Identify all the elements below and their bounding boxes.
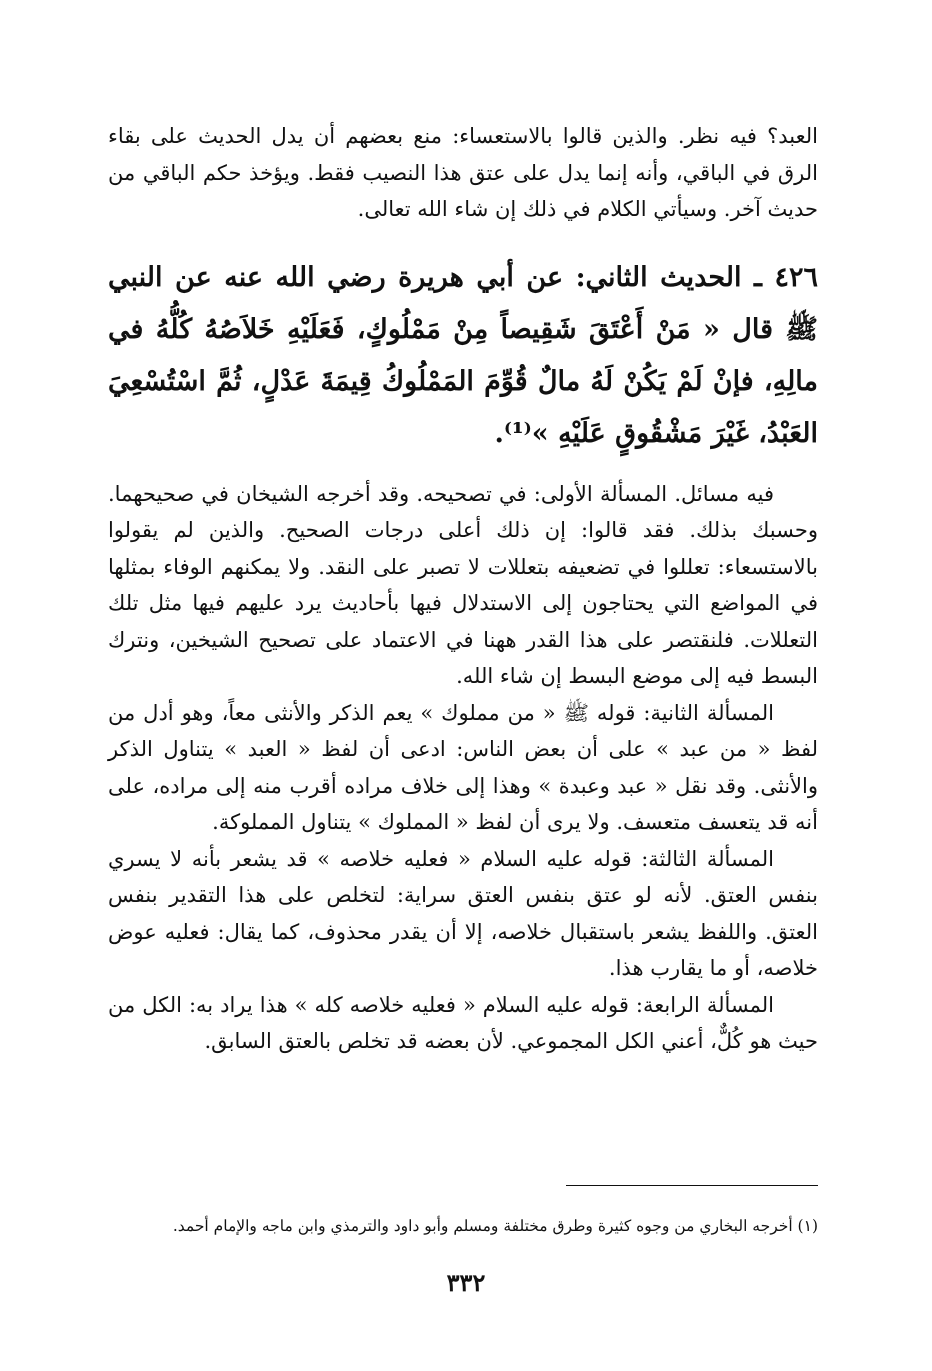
intro-paragraph: العبد؟ فيه نظر. والذين قالوا بالاستعساء: منع بعضهم أن يدل الحديث على بقاء الرق في الباقي، وأنه إنما يدل على عتق هذا النصيب فقط. ويؤخذ حكم الباقي من حديث آخر. وسيأتي الكلام في ذلك إن شاء الله تعالى. — [108, 124, 819, 221]
issue-4-paragraph: المسألة الرابعة: قوله عليه السلام « فعليه خلاصه كله » هذا يراد به: الكل من حيث هو كُلٌّ، أعني الكل المجموعي. لأن بعضه قد تخلص بالعتق السابق. — [108, 992, 818, 1053]
issue-3-paragraph: المسألة الثالثة: قوله عليه السلام « فعليه خلاصه » قد يشعر بأنه لا يسري بنفس العتق. لأنه لو عتق بنفس العتق سراية: لتخلص على هذا التقدير بنفس العتق. واللفظ يشعر باستقبال خلاصه، إلا أن يقدر محذوف، كما يقال: فعليه عوض خلاصه، أو ما يقارب هذا. — [108, 846, 818, 980]
footnote: (١) أخرجه البخاري من وجوه كثيرة وطرق مختلفة ومسلم وأبو داود والترمذي وابن ماجه والإمام أحمد. — [172, 1217, 818, 1235]
page-number: ٣٣٢ — [446, 1268, 486, 1297]
hadith-text: ٤٢٦ ـ الحديث الثاني: عن أبي هريرة رضي الله عنه عن النبي ﷺ قال « مَنْ أَعْتَقَ شَقِيصاً مِنْ مَمْلُوكٍ، فَعَلَيْهِ خَلاَصُهُ كُلُّهُ في مالِهِ، فإنْ لَمْ يَكُنْ لَهُ مالٌ قُوِّمَ المَمْلُوكُ قِيمَةَ عَدْلٍ، ثُمَّ اسْتُسْعِيَ العَبْدُ، غَيْرَ مَشْقُوقٍ عَلَيْهِ »⁽¹⁾. — [108, 261, 818, 449]
main-text — [108, 118, 818, 1060]
issue-1-paragraph: فيه مسائل. المسألة الأولى: في تصحيحه. وقد أخرجه الشيخان في صحيحهما. وحسبك بذلك. فقد قالوا: إن ذلك أعلى درجات الصحيح. والذين لم يقولوا بالاستسعاء: تعللوا في تضعيفه بتعللات لا تصبر على النقد. ولا يمكنهم الوفاء بمثلها في المواضع التي يحتاجون إلى الاستدلال فيها بأحاديث يرد عليهم فيها مثل تلك التعللات. فلنقتصر على هذا القدر ههنا في الاعتماد على تصحيح الشيخين، ونترك البسط فيه إلى موضع البسط إن شاء الله. — [108, 481, 818, 688]
issue-2-paragraph: المسألة الثانية: قوله ﷺ « من مملوك » يعم الذكر والأنثى معاً، وهو أدل من لفظ « من عبد » على أن بعض الناس: ادعى أن لفظ « العبد » يتناول الذكر والأنثى. وقد نقل « عبد وعبدة » وهذا إلى خلاف مراده أقرب منه إلى مراده، على أنه قد يتعسف متعسف. ولا يرى أن لفظ « المملوك » يتناول المملوكة. — [108, 700, 818, 834]
footnote-divider — [566, 1185, 818, 1186]
